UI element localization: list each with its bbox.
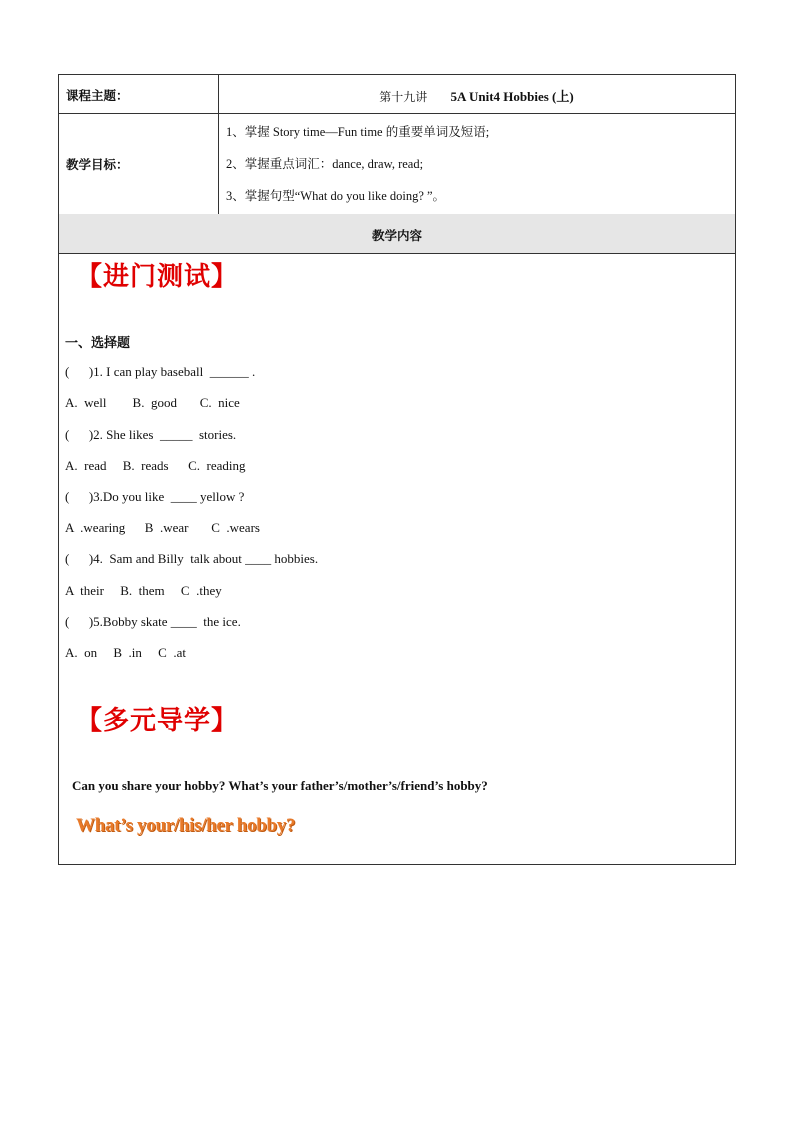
goals-label: 教学目标： — [66, 157, 129, 172]
goals-label-cell — [59, 113, 219, 214]
lecture-number: 第十九讲 — [379, 90, 428, 104]
share-hobby-question: Can you share your hobby? What’s your father’s/mother’s/friend’s hobby? — [72, 778, 488, 793]
topic-label: 课程主题： — [66, 88, 129, 103]
options-line: A. well B. good C. nice — [65, 395, 240, 410]
goal-item: 2、掌握重点词汇：dance, draw, read; — [226, 157, 424, 171]
question-line: ( )3.Do you like ____ yellow ? — [65, 489, 245, 504]
section-title-guided-learning: 【多元导学】 — [76, 706, 239, 736]
hobby-highlight-text: What’s your/his/her hobby? — [76, 815, 296, 836]
goal-item: 1、掌握 Story time—Fun time 的重要单词及短语; — [226, 125, 490, 139]
goals-row — [59, 113, 735, 215]
options-line: A. read B. reads C. reading — [65, 458, 246, 473]
options-line: A their B. them C .they — [65, 583, 222, 598]
content-header-row — [59, 214, 735, 254]
section-title-entry-test: 【进门测试】 — [76, 262, 239, 292]
content-header: 教学内容 — [371, 228, 422, 243]
topic-label-cell — [59, 75, 219, 113]
goal-item: 3、掌握句型“What do you like doing? ”。 — [226, 189, 446, 203]
question-line: ( )5.Bobby skate ____ the ice. — [65, 614, 241, 629]
options-line: A. on B .in C .at — [65, 645, 186, 660]
topic-row — [59, 75, 735, 114]
question-line: ( )1. I can play baseball ______ . — [65, 364, 256, 379]
question-line: ( )4. Sam and Billy talk about ____ hobbies. — [65, 551, 319, 566]
topic-title — [218, 86, 735, 105]
unit-title: 5A Unit4 Hobbies (上) — [450, 89, 574, 104]
question-line: ( )2. She likes _____ stories. — [65, 427, 237, 442]
question-type-heading: 一、选择题 — [65, 336, 131, 351]
options-line: A .wearing B .wear C .wears — [65, 520, 260, 535]
